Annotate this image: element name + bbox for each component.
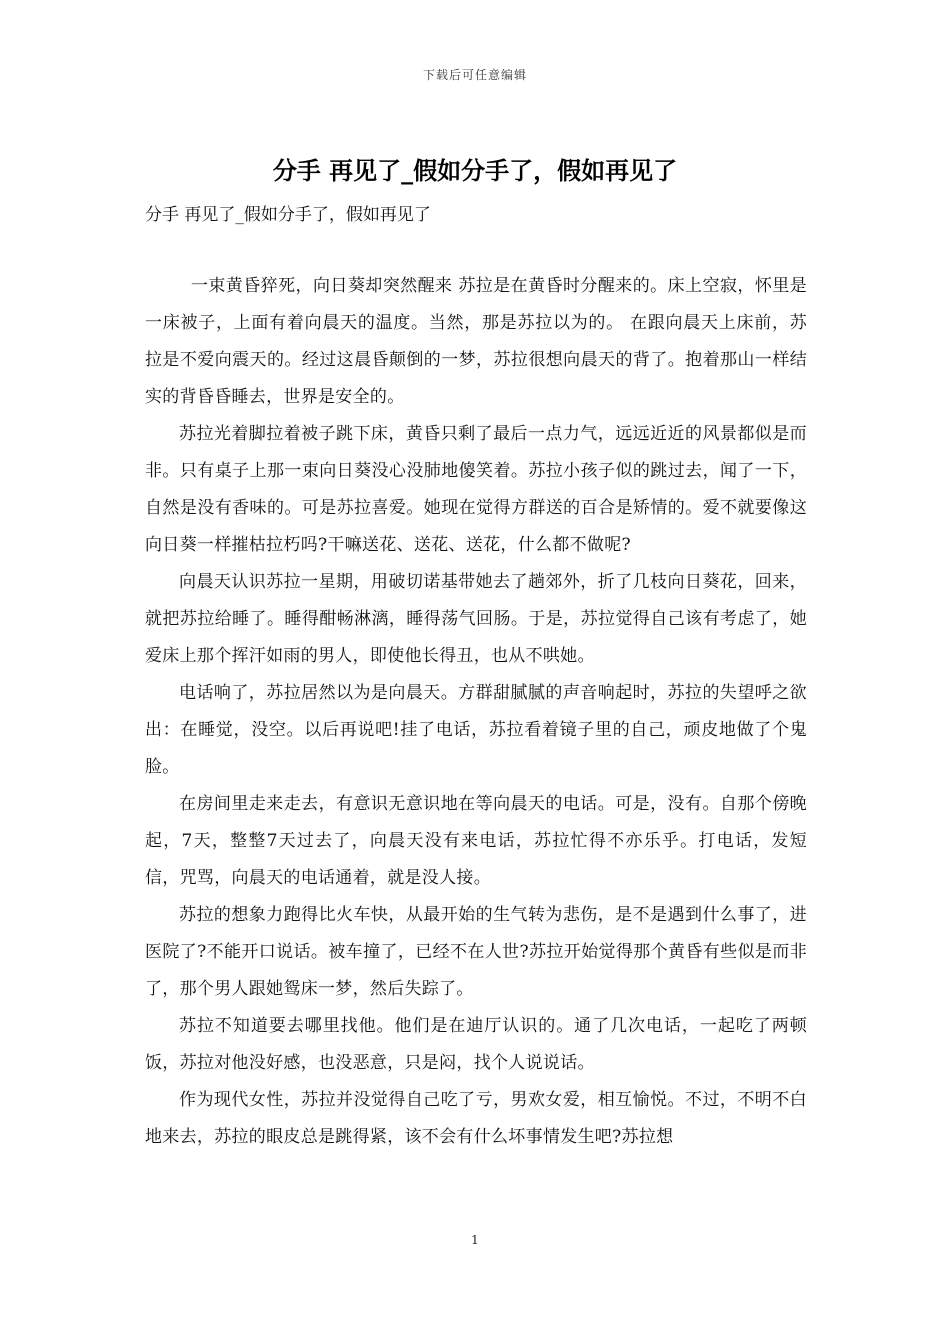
paragraph: 苏拉不知道要去哪里找他。他们是在迪厅认识的。通了几次电话，一起吃了两顿饭，苏拉对他没好感，也没恶意，只是闷，找个人说说话。	[145, 1016, 807, 1073]
paragraph: 向晨天认识苏拉一星期，用破切诺基带她去了趟郊外，折了几枝向日葵花，回来，就把苏拉给睡了。睡得酣畅淋漓，睡得荡气回肠。于是，苏拉觉得自己该有考虑了，她爱床上那个挥汗如雨的男人，即使他长得丑，也从不哄她。	[145, 572, 807, 666]
paragraph: 苏拉光着脚拉着被子跳下床，黄昏只剩了最后一点力气，远远近近的风景都似是而非。只有桌子上那一束向日葵没心没肺地傻笑着。苏拉小孩子似的跳过去，闻了一下，自然是没有香味的。可是苏拉喜爱。她现在觉得方群送的百合是矫情的。爱不就要像这向日葵一样摧枯拉朽吗?干嘛送花、送花、送花，什么都不做呢?	[145, 424, 807, 555]
paragraph: 电话响了，苏拉居然以为是向晨天。方群甜腻腻的声音响起时，苏拉的失望呼之欲出：在睡觉，没空。以后再说吧!挂了电话，苏拉看着镜子里的自己，顽皮地做了个鬼脸。	[145, 683, 807, 777]
document-body	[145, 268, 807, 1156]
document-title: 分手 再见了_假如分手了，假如再见了	[272, 157, 678, 185]
paragraph: 在房间里走来走去，有意识无意识地在等向晨天的电话。可是，没有。自那个傍晚起，7天，整整7天过去了，向晨天没有来电话，苏拉忙得不亦乐乎。打电话，发短信，咒骂，向晨天的电话通着，就是没人接。	[145, 794, 807, 888]
paragraph: 苏拉的想象力跑得比火车快，从最开始的生气转为悲伤，是不是遇到什么事了，进医院了?不能开口说话。被车撞了，已经不在人世?苏拉开始觉得那个黄昏有些似是而非了，那个男人跟她鸳床一梦，然后失踪了。	[145, 905, 807, 999]
paragraph: 作为现代女性，苏拉并没觉得自己吃了亏，男欢女爱，相互愉悦。不过，不明不白地来去，苏拉的眼皮总是跳得紧，该不会有什么坏事情发生吧?苏拉想	[145, 1090, 807, 1147]
page-number: 1	[471, 1233, 479, 1247]
header-note: 下载后可任意编辑	[422, 68, 527, 82]
document-subtitle: 分手 再见了_假如分手了，假如再见了	[145, 205, 431, 225]
paragraph: 一束黄昏猝死，向日葵却突然醒来 苏拉是在黄昏时分醒来的。床上空寂，怀里是一床被子，上面有着向晨天的温度。当然，那是苏拉以为的。 在跟向晨天上床前，苏拉是不爱向震天的。经过这晨昏颠倒的一梦，苏拉很想向晨天的背了。抱着那山一样结实的背昏昏睡去，世界是安全的。	[145, 276, 807, 407]
